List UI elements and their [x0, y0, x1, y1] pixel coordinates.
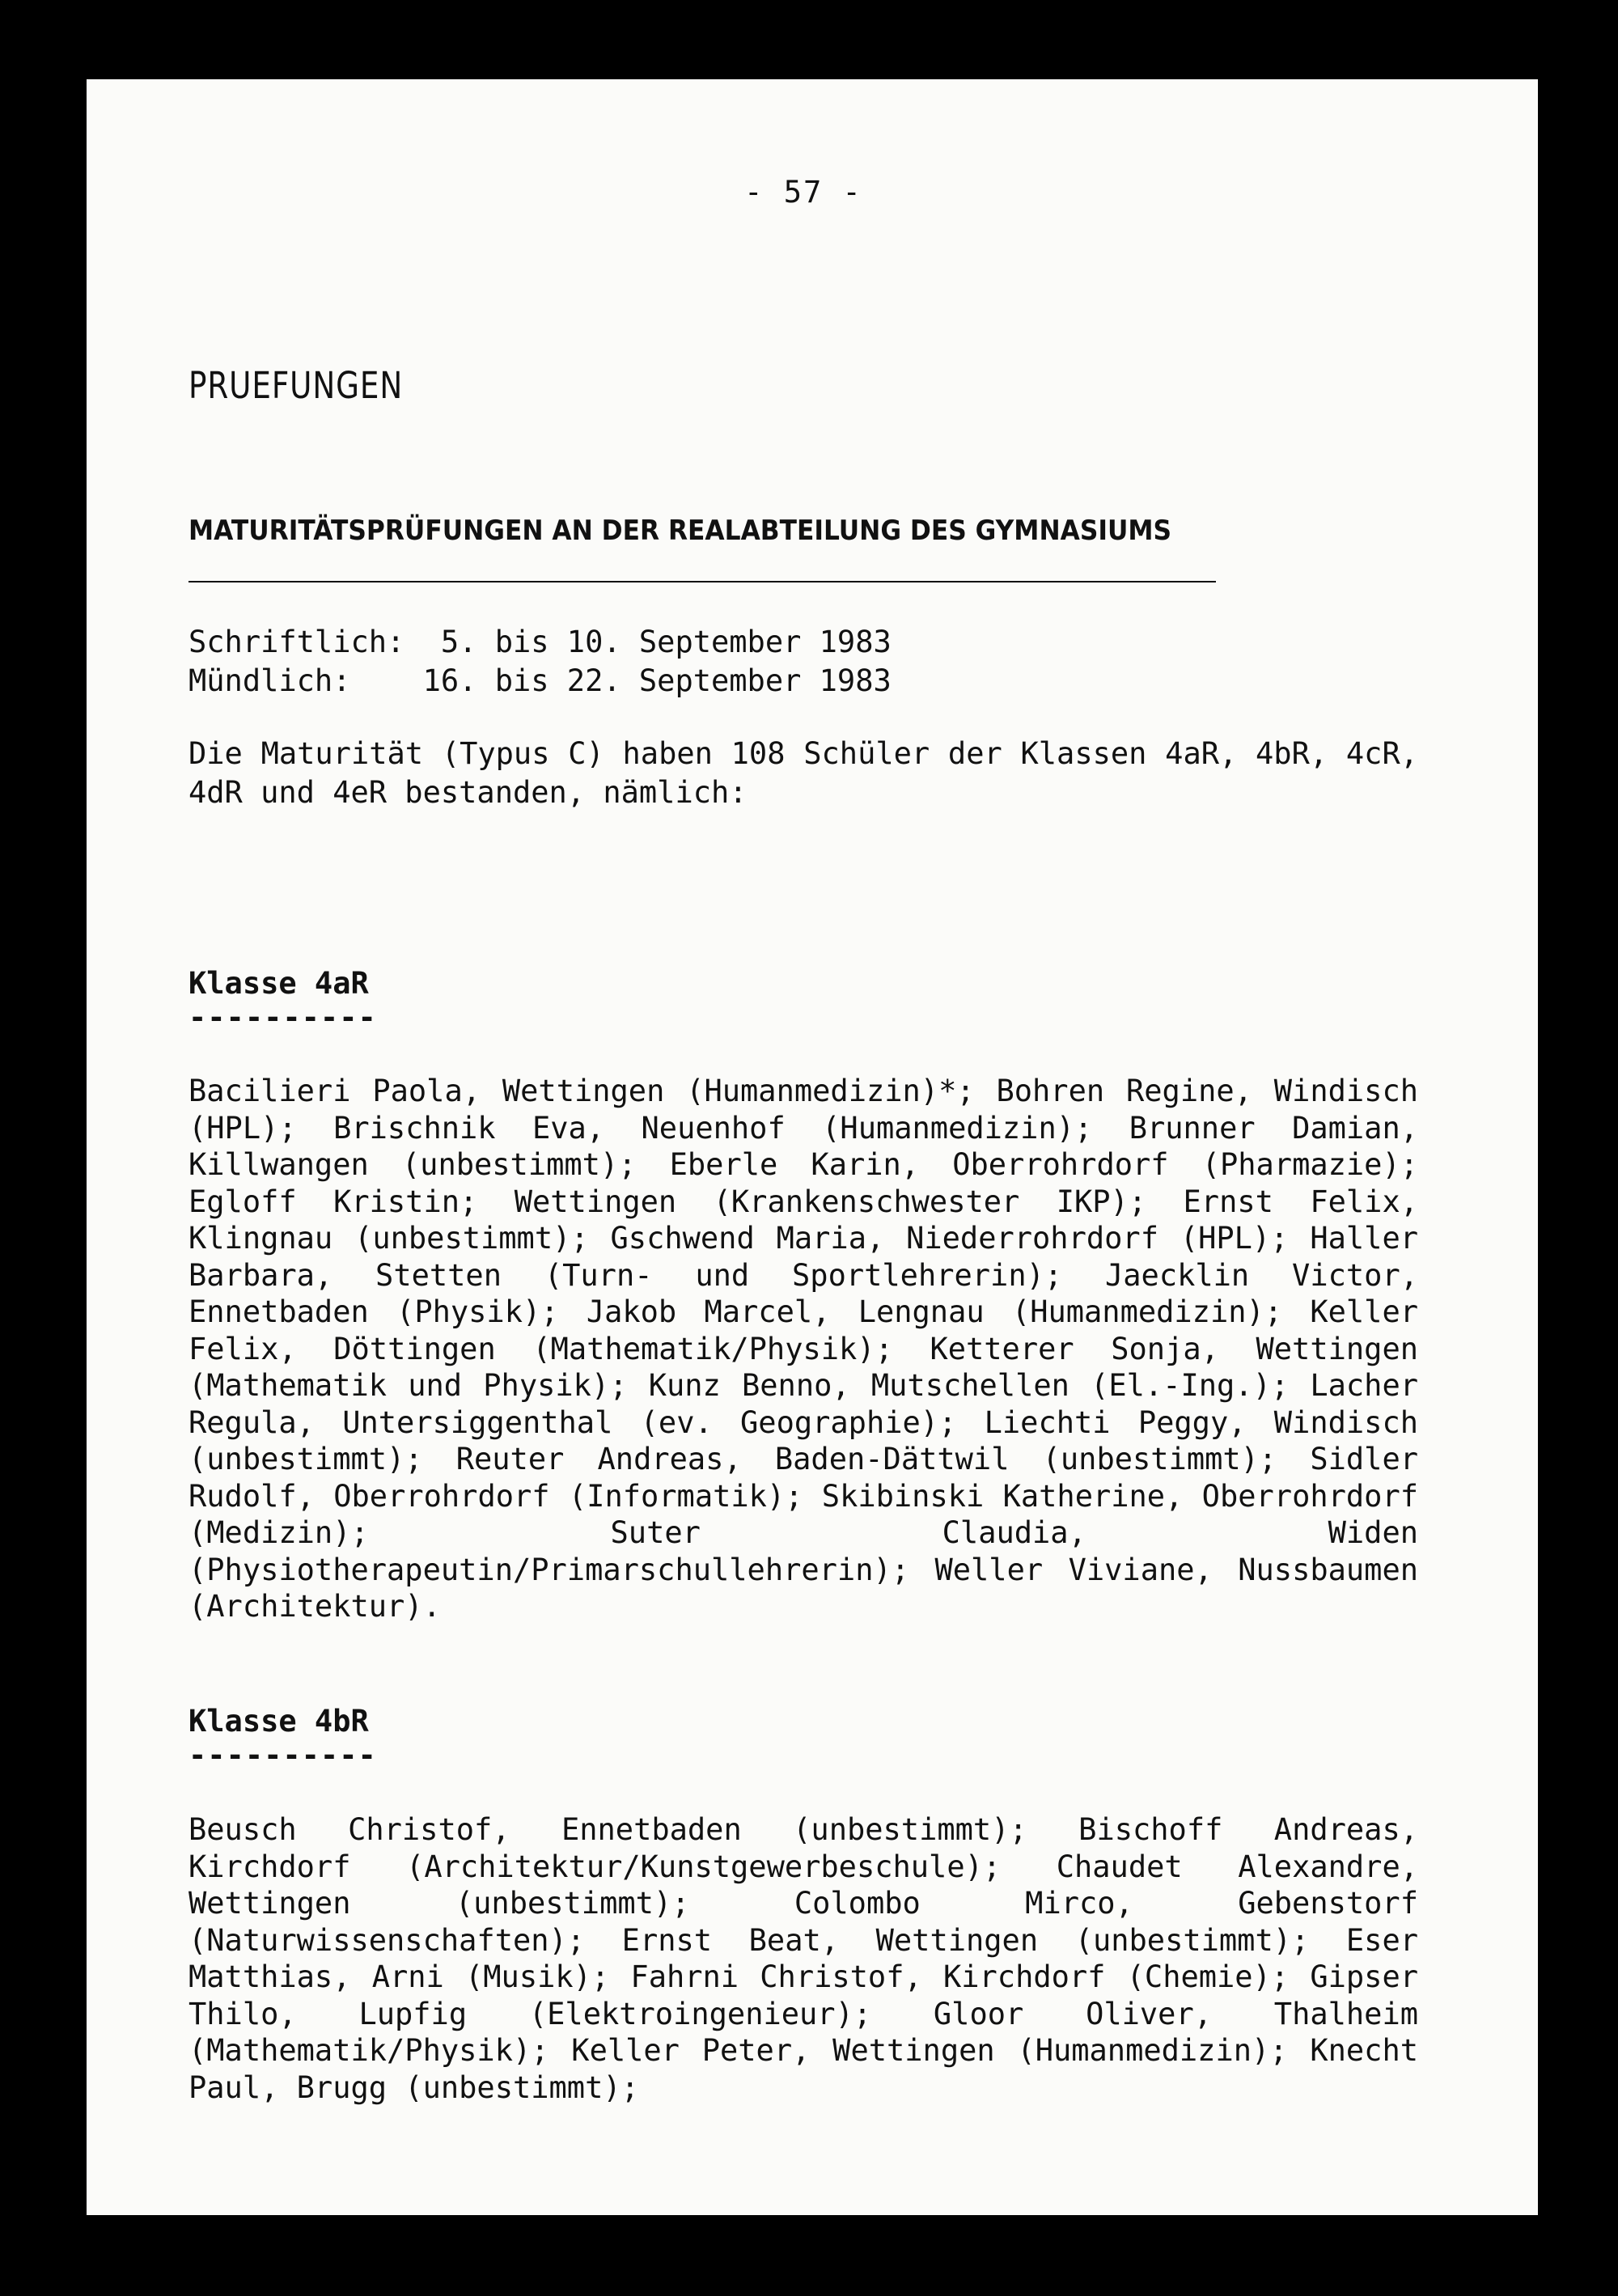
- sub-title-underline: [188, 581, 1216, 582]
- class-heading-4br: Klasse 4bR: [188, 1704, 369, 1739]
- intro-paragraph: Die Maturität (Typus C) haben 108 Schüler der Klassen 4aR, 4bR, 4cR, 4dR und 4eR bestanden, nämlich:: [188, 736, 1418, 810]
- class-heading-underline-4br: ----------: [188, 1738, 377, 1773]
- document-page: [87, 79, 1538, 2215]
- sub-title: MATURITÄTSPRÜFUNGEN AN DER REALABTEILUNG DES GYMNASIUMS: [188, 515, 1172, 547]
- student-list-4ar: Bacilieri Paola, Wettingen (Humanmedizin)*; Bohren Regine, Windisch (HPL); Brischnik Eva, Neuenhof (Humanmedizin); Brunner Damian, Killwangen (unbestimmt); Eberle Karin, Oberrohrdorf (Pharmazie); Egloff Kristin; Wettingen (Krankenschwester IKP); Ernst Felix, Klingnau (unbestimmt); Gschwend Maria, Niederrohrdorf (HPL); Haller Barbara, Stetten (Turn- und Sportlehrerin); Jaecklin Victor, Ennetbaden (Physik); Jakob Marcel, Lengnau (Humanmedizin); Keller Felix, Döttingen (Mathematik/Physik); Ketterer Sonja, Wettingen (Mathematik und Physik); Kunz Benno, Mutschellen (El.-Ing.); Lacher Regula, Untersiggenthal (ev. Geographie); Liechti Peggy, Windisch (unbestimmt); Reuter Andreas, Baden-Dättwil (unbestimmt); Sidler Rudolf, Oberrohrdorf (Informatik); Skibinski Katherine, Oberrohrdorf (Medizin); Suter Claudia, Widen (Physiotherapeutin/Primarschullehrerin); Weller Viviane, Nussbaumen (Architektur).: [188, 1074, 1418, 1624]
- student-list-4br: Beusch Christof, Ennetbaden (unbestimmt); Bischoff Andreas, Kirchdorf (Architektur/Kunstgewerbeschule); Chaudet Alexandre, Wettingen (unbestimmt); Colombo Mirco, Gebenstorf (Naturwissenschaften); Ernst Beat, Wettingen (unbestimmt); Eser Matthias, Arni (Musik); Fahrni Christof, Kirchdorf (Chemie); Gipser Thilo, Lupfig (Elektroingenieur); Gloor Oliver, Thalheim (Mathematik/Physik); Keller Peter, Wettingen (Humanmedizin); Knecht Paul, Brugg (unbestimmt);: [188, 1812, 1418, 2105]
- oral-exam-date: Mündlich: 16. bis 22. September 1983: [188, 663, 892, 698]
- written-exam-date: Schriftlich: 5. bis 10. September 1983: [188, 625, 892, 659]
- section-title: PRUEFUNGEN: [188, 364, 404, 407]
- page-number: - 57 -: [744, 175, 862, 210]
- exam-dates: [188, 623, 892, 701]
- class-heading-4ar: Klasse 4aR: [188, 966, 369, 1001]
- class-heading-underline-4ar: ----------: [188, 1000, 377, 1035]
